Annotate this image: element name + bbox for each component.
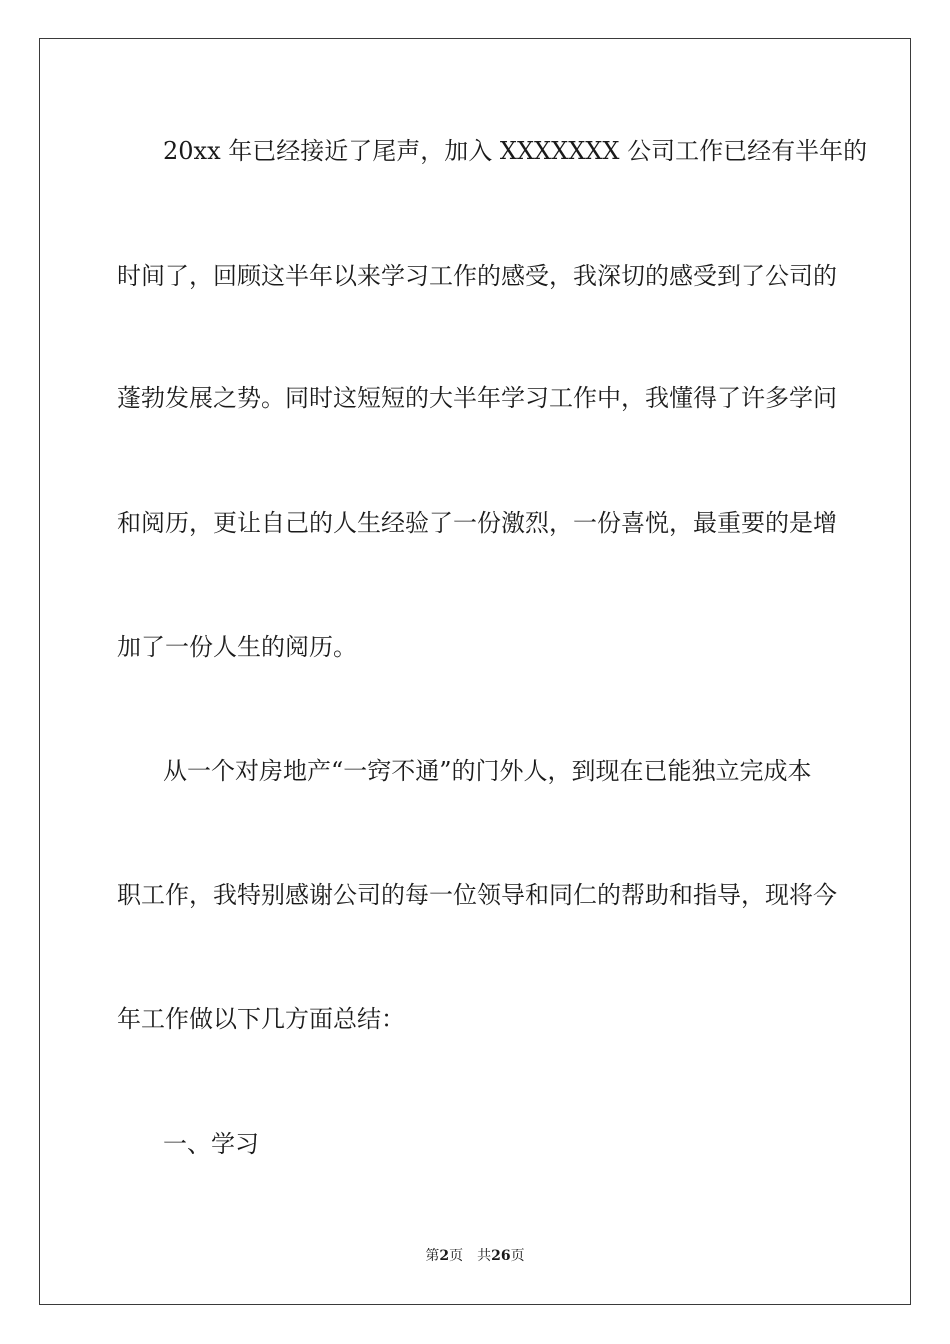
section-heading — [0, 1124, 950, 1164]
paragraph-2-line-3 — [0, 999, 950, 1039]
paragraph-1-line-4 — [0, 503, 950, 543]
paragraph-1-line-1 — [0, 131, 950, 171]
paragraph-2-line-2 — [0, 875, 950, 915]
paragraph-1-line-3 — [0, 378, 950, 418]
text-line: 年工作做以下几方面总结： — [117, 1005, 405, 1033]
page-footer — [0, 1245, 950, 1265]
page-suffix: 页 — [449, 1248, 464, 1264]
total-pages: 26 — [491, 1248, 511, 1264]
heading-text: 一、学习 — [163, 1130, 259, 1158]
total-prefix: 共 — [477, 1248, 492, 1264]
page-prefix: 第 — [425, 1248, 440, 1264]
text-line: 职工作，我特别感谢公司的每一位领导和同仁的帮助和指导，现将今 — [117, 881, 837, 909]
paragraph-2-line-1 — [0, 751, 950, 791]
page-number: 2 — [439, 1248, 450, 1264]
text-line: 蓬勃发展之势。同时这短短的大半年学习工作中，我懂得了许多学问 — [117, 384, 837, 412]
text-line: 20xx 年已经接近了尾声，加入 XXXXXXX 公司工作已经有半年的 — [163, 137, 868, 165]
paragraph-1-line-5 — [0, 627, 950, 667]
text-line: 加了一份人生的阅历。 — [117, 633, 357, 661]
total-suffix: 页 — [510, 1248, 525, 1264]
page-border — [39, 38, 911, 1305]
text-line: 和阅历，更让自己的人生经验了一份激烈，一份喜悦，最重要的是增 — [117, 509, 837, 537]
text-line: 从一个对房地产“一窍不通”的门外人，到现在已能独立完成本 — [163, 757, 812, 785]
text-line: 时间了，回顾这半年以来学习工作的感受，我深切的感受到了公司的 — [117, 262, 837, 290]
paragraph-1-line-2 — [0, 256, 950, 296]
